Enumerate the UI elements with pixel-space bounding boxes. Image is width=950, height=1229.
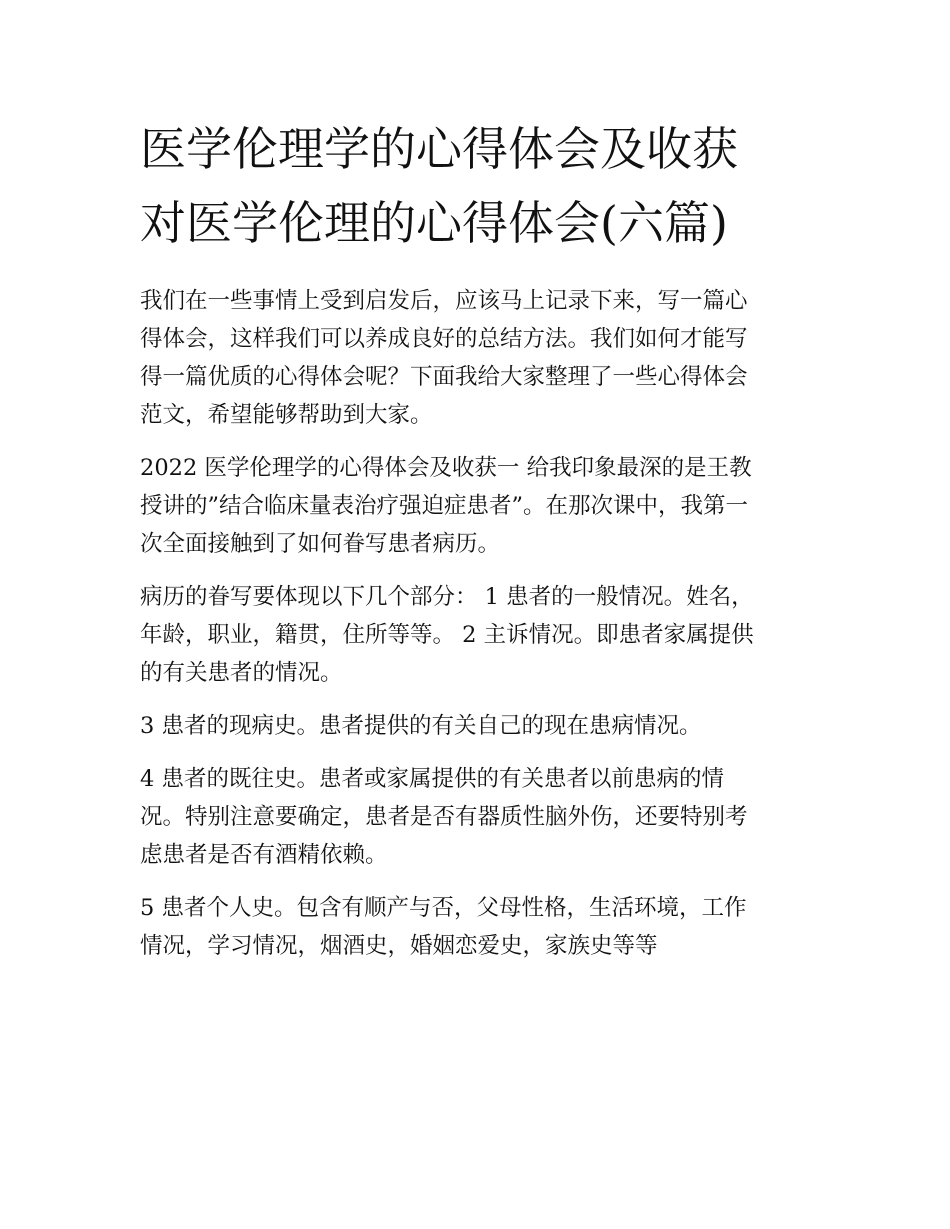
document-body <box>140 282 820 965</box>
text-line: 得一篇优质的心得体会呢？下面我给大家整理了一些心得体会 <box>140 364 748 390</box>
text-line: 虑患者是否有酒精依赖。 <box>140 842 388 868</box>
text-line: 病历的眷写要体现以下几个部分： 1 患者的一般情况。姓名， <box>140 584 754 610</box>
title-line-1: 医学伦理学的心得体会及收获 <box>140 122 738 176</box>
paragraph-past-history <box>140 760 820 874</box>
text-line: 次全面接触到了如何眷写患者病历。 <box>140 531 501 557</box>
document-content <box>140 112 820 965</box>
paragraph-record-parts <box>140 578 820 692</box>
text-line: 范文，希望能够帮助到大家。 <box>140 402 433 428</box>
text-line: 授讲的”结合临床量表治疗强迫症患者”。在那次课中，我第一 <box>140 493 749 519</box>
text-line: 况。特别注意要确定，患者是否有器质性脑外伤，还要特别考 <box>140 804 748 830</box>
document-title <box>140 112 820 260</box>
title-line-2: 对医学伦理的心得体会(六篇) <box>140 196 728 250</box>
text-line: 2022 医学伦理学的心得体会及收获一 给我印象最深的是王教 <box>140 455 752 481</box>
text-line: 5 患者个人史。包含有顺产与否，父母性格，生活环境，工作 <box>140 895 747 921</box>
text-line: 3 患者的现病史。患者提供的有关自己的现在患病情况。 <box>140 713 702 739</box>
text-line: 我们在一些事情上受到启发后，应该马上记录下来，写一篇心 <box>140 288 748 314</box>
paragraph-present-history <box>140 707 820 745</box>
paragraph-personal-history <box>140 889 820 965</box>
text-line: 年龄，职业，籍贯，住所等等。 2 主诉情况。即患者家属提供 <box>140 622 754 648</box>
text-line: 的有关患者的情况。 <box>140 660 343 686</box>
paragraph-intro <box>140 282 820 434</box>
paragraph-essay-one <box>140 449 820 563</box>
text-line: 得体会，这样我们可以养成良好的总结方法。我们如何才能写 <box>140 326 748 352</box>
text-line: 情况，学习情况，烟酒史，婚姻恋爱史，家族史等等 <box>140 933 658 959</box>
text-line: 4 患者的既往史。患者或家属提供的有关患者以前患病的情 <box>140 766 724 792</box>
